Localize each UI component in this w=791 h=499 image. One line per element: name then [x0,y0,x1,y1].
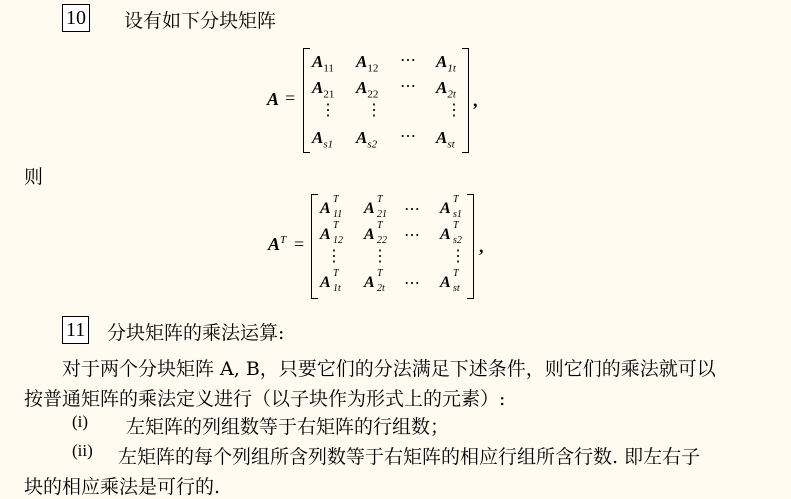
matrix-a-cell: $A_{st}$ [436,128,455,151]
matrix-a-cell: $A_{1t}$ [436,52,456,75]
matrix-at-vdots: ⋮ [450,248,466,265]
paragraph-line-1: 对于两个分块矩阵 A, B，只要它们的分法满足下述条件，则它们的乘法就可以 [62,358,716,380]
matrix-at-cell: A T s1 [440,194,462,220]
continuation-text: 块的相应乘法是可行的. [24,476,221,498]
matrix-a-cell: $A_{s1}$ [312,128,334,151]
matrix-at-hdots: ⋯ [404,201,420,218]
matrix-a-eq: = [285,88,296,108]
matrix-at-cell: A T 1t [320,268,341,294]
matrix-at-cell: A T st [440,268,460,294]
matrix-a-hdots: ⋯ [400,128,416,145]
item-10-number: 10 [62,4,90,32]
matrix-at-eq: = [294,234,305,254]
matrix-at-lhs: $A^T$ [268,234,287,254]
matrix-a-vdots: ⋮ [446,102,462,119]
matrix-a-hdots: ⋯ [400,52,416,69]
item-11-heading: 分块矩阵的乘法运算: [107,322,285,344]
matrix-a-cell: $A_{12}$ [356,52,379,75]
item-10-heading: 设有如下分块矩阵 [124,10,277,32]
paragraph-line-2: 按普通矩阵的乘法定义进行（以子块作为形式上的元素）: [24,388,506,410]
matrix-a-vdots: ⋮ [320,102,336,119]
matrix-at-cell: A T 22 [364,220,387,246]
matrix-a-cell: $A_{s2}$ [356,128,378,151]
matrix-a-trailing-comma: , [473,90,478,110]
matrix-a-cell: $A_{2t}$ [436,78,456,101]
matrix-a-vdots: ⋮ [366,102,382,119]
condition-text: 左矩阵的每个列组所含列数等于右矩阵的相应行组所含行数. 即左右子 [118,446,701,468]
condition-text: 左矩阵的列组数等于右矩阵的行组数； [126,416,450,438]
condition-marker: (i) [72,412,89,431]
matrix-at-vdots: ⋮ [372,248,388,265]
matrix-at-hdots: ⋯ [404,275,420,292]
matrix-a-right-bracket [462,48,469,153]
matrix-at-cell: A T 11 [320,194,343,220]
then-label: 则 [24,166,44,188]
matrix-at-cell: A T 2t [364,268,385,294]
matrix-a-hdots: ⋯ [400,78,416,95]
matrix-at-cell: A T s2 [440,220,462,246]
matrix-at-cell: A T 12 [320,220,343,246]
matrix-at-vdots: ⋮ [326,248,342,265]
matrix-at-cell: A T 21 [364,194,387,220]
matrix-a-cell: $A_{21}$ [312,78,335,101]
matrix-at-left-bracket [311,194,318,299]
matrix-a-cell: $A_{22}$ [356,78,379,101]
condition-marker: (ii) [72,441,93,460]
matrix-at-hdots: ⋯ [404,227,420,244]
matrix-at-trailing-comma: , [479,236,484,256]
item-11-number: 11 [62,316,89,344]
matrix-at-right-bracket [467,194,474,299]
matrix-a-cell: $A_{11}$ [312,52,334,75]
matrix-a-left-bracket [303,48,310,153]
matrix-a-lhs: A [267,89,280,109]
